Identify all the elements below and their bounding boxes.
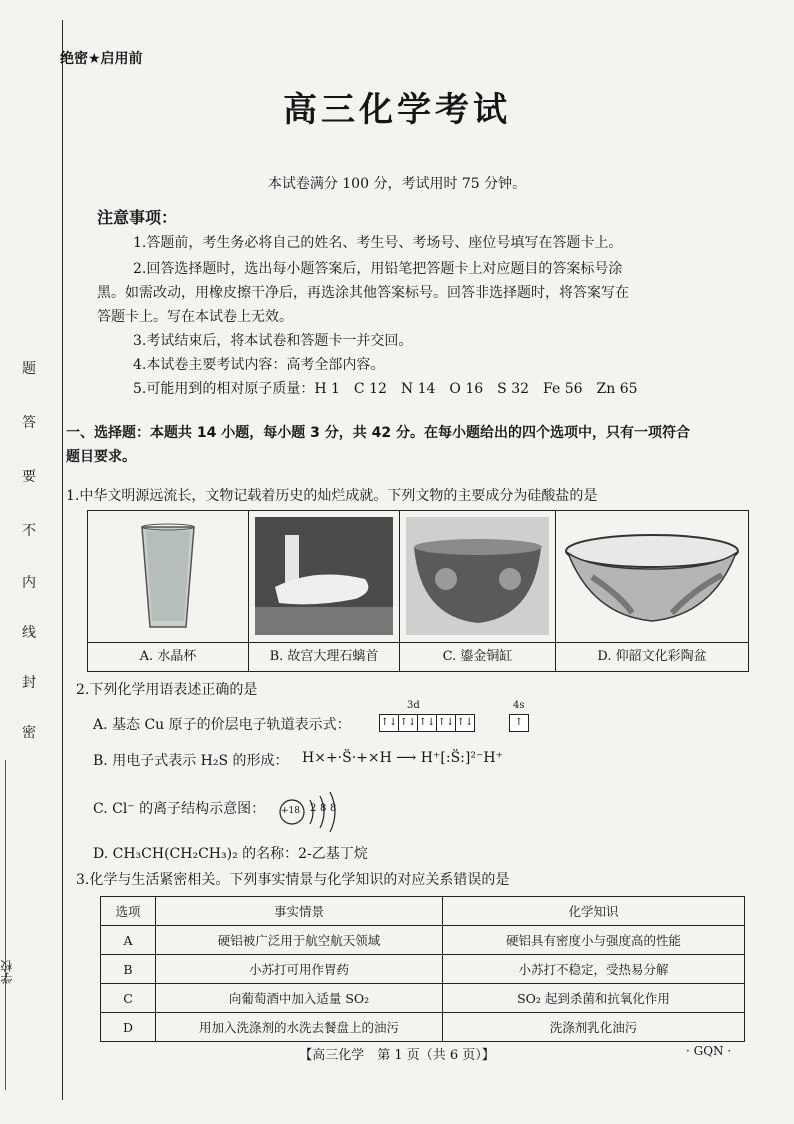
table-cell: C [101, 984, 156, 1013]
question-1-image-table [87, 510, 749, 672]
electron-shell: 2 [310, 803, 317, 814]
binding-line-outer [5, 760, 6, 1090]
gilt-bronze-vat-image [406, 517, 549, 635]
orbital-3d-label: 3d [407, 700, 420, 711]
marble-dragon-head-image [255, 517, 393, 635]
question-2-option-c: C. Cl⁻ 的离子结构示意图： [93, 801, 266, 817]
table-header: 事实情景 [156, 897, 443, 926]
table-row [101, 955, 745, 984]
option-c-cell [400, 511, 556, 671]
question-2-option-b: B. 用电子式表示 H₂S 的形成： [93, 753, 289, 769]
question-2-option-a: A. 基态 Cu 原子的价层电子轨道表示式： [93, 717, 351, 733]
question-2-stem: 2.下列化学用语表述正确的是 [76, 682, 258, 698]
orbital-3d-boxes [380, 712, 475, 732]
notice-item: 4.本试卷主要考试内容：高考全部内容。 [133, 357, 385, 373]
margin-school-label: 学校 [0, 960, 14, 984]
section-heading [66, 421, 756, 469]
notice-heading: 注意事项： [97, 208, 178, 227]
crystal-cup-image [94, 517, 242, 635]
table-cell: 小苏打不稳定，受热易分解 [443, 955, 745, 984]
table-cell: B [101, 955, 156, 984]
table-header: 化学知识 [443, 897, 745, 926]
option-a-cell [88, 511, 249, 671]
table-cell: 硬铝被广泛用于航空航天领域 [156, 926, 443, 955]
margin-char: 要 [22, 469, 36, 485]
notice-item: 5.可能用到的相对原子质量：H 1 C 12 N 14 O 16 S 32 Fe 56 Zn 65 [133, 381, 638, 397]
table-cell: A [101, 926, 156, 955]
painted-pottery-basin-image [562, 517, 742, 635]
margin-char: 题 [22, 361, 36, 377]
section-heading-line: 一、选择题：本题共 14 小题，每小题 3 分，共 42 分。在每小题给出的四个选项中，只有一项符合 [66, 425, 690, 441]
orbital-4s-box [510, 712, 529, 732]
orbital-4s-label: 4s [513, 700, 525, 711]
table-row [101, 984, 745, 1013]
table-row [101, 1013, 745, 1042]
notice-item: 3.考试结束后，将本试卷和答题卡一并交回。 [133, 333, 413, 349]
notice-item: 1.答题前，考生务必将自己的姓名、考生号、考场号、座位号填写在答题卡上。 [133, 235, 623, 251]
nucleus-charge: +18 [281, 806, 300, 816]
table-header: 选项 [101, 897, 156, 926]
section-heading-line: 题目要求。 [66, 449, 136, 465]
orbital-box: ↑↓ [455, 714, 475, 732]
table-cell: 小苏打可用作胃药 [156, 955, 443, 984]
orbital-box: ↑↓ [398, 714, 418, 732]
ion-structure-diagram [276, 790, 356, 844]
table-cell: D [101, 1013, 156, 1042]
table-cell: 硬铝具有密度小与强度高的性能 [443, 926, 745, 955]
electron-shell: 8 [320, 803, 327, 814]
table-cell: 向葡萄酒中加入适量 SO₂ [156, 984, 443, 1013]
notice-item: 2.回答选择题时，选出每小题答案后，用铅笔把答题卡上对应题目的答案标号涂 [133, 261, 623, 277]
question-1-stem: 1.中华文明源远流长，文物记载着历史的灿烂成就。下列文物的主要成分为硅酸盐的是 [66, 488, 598, 504]
page-title: 高三化学考试 [283, 90, 511, 130]
table-cell: SO₂ 起到杀菌和抗氧化作用 [443, 984, 745, 1013]
question-2-option-d: D. CH₃CH(CH₂CH₃)₂ 的名称：2-乙基丁烷 [93, 846, 368, 862]
orbital-box: ↑↓ [379, 714, 399, 732]
page-footer: 【高三化学 第 1 页（共 6 页）】 [299, 1048, 495, 1063]
question-3-table [100, 896, 745, 1042]
secret-label: 绝密★启用前 [60, 51, 143, 67]
footer-code: · GQN · [686, 1044, 732, 1058]
orbital-box: ↑↓ [417, 714, 437, 732]
option-b-cell [249, 511, 400, 671]
margin-char: 密 [22, 725, 36, 741]
margin-char: 线 [22, 625, 36, 641]
orbital-box: ↑ [509, 714, 529, 732]
table-cell: 洗涤剂乳化油污 [443, 1013, 745, 1042]
notice-item: 答题卡上。写在本试卷上无效。 [97, 309, 293, 325]
electron-formula: H×+·S̈·+×H ⟶ H⁺[:S̈:]²⁻H⁺ [302, 750, 503, 766]
table-cell: 用加入洗涤剂的水洗去餐盘上的油污 [156, 1013, 443, 1042]
option-c-caption: C. 鎏金铜缸 [400, 642, 555, 671]
electron-shell: 8 [330, 803, 337, 814]
table-row [101, 926, 745, 955]
table-header-row [101, 897, 745, 926]
margin-char: 封 [22, 675, 36, 691]
option-a-caption: A. 水晶杯 [88, 642, 248, 671]
margin-char: 答 [22, 415, 36, 431]
option-d-cell [556, 511, 748, 671]
option-b-caption: B. 故宫大理石螭首 [249, 642, 399, 671]
margin-char: 内 [22, 575, 36, 591]
exam-info: 本试卷满分 100 分，考试用时 75 分钟。 [267, 176, 527, 192]
option-d-caption: D. 仰韶文化彩陶盆 [556, 642, 748, 671]
notice-item: 黑。如需改动，用橡皮擦干净后，再选涂其他答案标号。回答非选择题时，将答案写在 [97, 285, 629, 301]
orbital-box: ↑↓ [436, 714, 456, 732]
margin-char: 不 [22, 523, 36, 539]
question-3-stem: 3.化学与生活紧密相关。下列事实情景与化学知识的对应关系错误的是 [76, 872, 510, 888]
